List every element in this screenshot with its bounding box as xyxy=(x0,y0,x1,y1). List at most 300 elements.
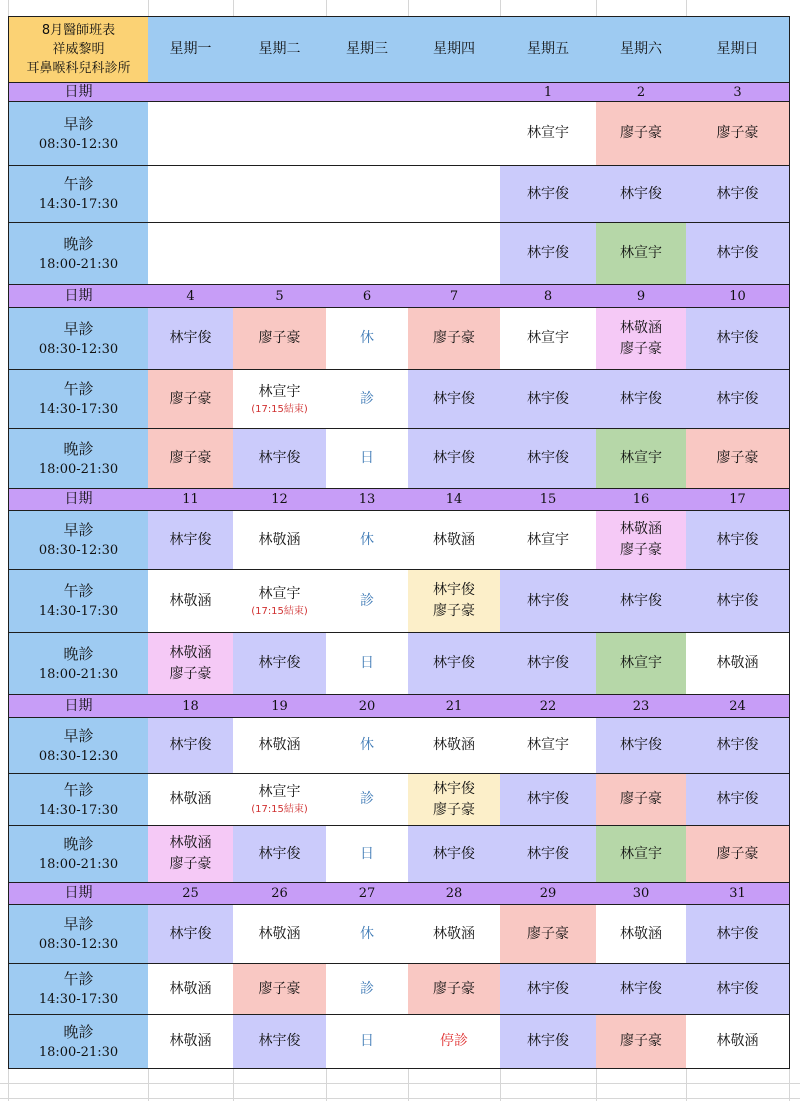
date-number: 22 xyxy=(539,698,557,714)
doctor-name: 林敬涵 xyxy=(620,925,662,942)
grid-line xyxy=(500,1068,501,1101)
shift-label-cell xyxy=(8,633,149,695)
doctor-name: 日 xyxy=(360,1033,374,1049)
schedule-cell xyxy=(596,774,687,826)
schedule-cell xyxy=(686,370,790,429)
doctor-name: 林宇俊 xyxy=(527,791,569,807)
schedule-cell xyxy=(408,1015,501,1069)
date-number: 27 xyxy=(358,886,376,901)
doctor-name: 林宇俊 xyxy=(433,390,475,407)
schedule-cell xyxy=(686,511,790,570)
doctor-name: 廖子豪 xyxy=(620,340,662,357)
shift-time: 08:30-12:30 xyxy=(38,543,119,558)
schedule-cell xyxy=(408,905,501,964)
schedule-cell xyxy=(148,1015,234,1069)
shift-label-cell xyxy=(8,102,149,166)
doctor-name: 林宣宇 xyxy=(527,330,569,346)
date-cell xyxy=(326,883,409,905)
grid-line xyxy=(233,0,234,16)
shift-label-cell xyxy=(8,964,149,1015)
schedule-cell xyxy=(686,570,790,633)
date-number: 24 xyxy=(729,698,746,714)
doctor-name: 林宇俊 xyxy=(716,390,759,407)
schedule-cell xyxy=(596,1015,687,1069)
schedule-cell xyxy=(233,964,327,1015)
doctor-name: 林宇俊 xyxy=(527,592,569,609)
schedule-cell xyxy=(500,964,597,1015)
schedule-cell xyxy=(686,774,790,826)
doctor-name: 林宇俊 xyxy=(527,655,569,671)
schedule-cell xyxy=(686,633,790,695)
schedule-cell xyxy=(596,102,687,166)
doctor-name: 廖子豪 xyxy=(620,542,662,558)
doctor-name: 林宇俊 xyxy=(716,791,759,807)
schedule-cell xyxy=(500,718,597,774)
schedule-cell xyxy=(148,511,234,570)
doctor-name: 林宇俊 xyxy=(716,980,759,997)
schedule-cell xyxy=(233,429,327,489)
schedule-cell xyxy=(326,370,409,429)
schedule-cell xyxy=(326,308,409,370)
schedule-cell xyxy=(408,308,501,370)
date-cell xyxy=(686,83,790,102)
date-cell xyxy=(408,883,501,905)
shift-label-cell xyxy=(8,429,149,489)
date-cell xyxy=(686,489,790,511)
grid-line xyxy=(0,1098,800,1099)
shift-name: 早診 xyxy=(63,915,94,933)
date-number: 31 xyxy=(729,886,746,901)
doctor-name: 林宇俊 xyxy=(527,450,569,466)
shift-label-cell xyxy=(8,718,149,774)
date-number: 29 xyxy=(539,886,557,901)
shift-time: 08:30-12:30 xyxy=(38,341,119,357)
schedule-cell xyxy=(148,370,234,429)
shift-name: 晚診 xyxy=(63,234,94,253)
date-cell xyxy=(596,285,687,308)
schedule-cell xyxy=(326,826,409,883)
date-cell xyxy=(233,285,327,308)
date-number: 3 xyxy=(733,84,742,100)
weekday-header xyxy=(500,16,597,83)
schedule-cell xyxy=(408,429,501,489)
schedule-cell xyxy=(500,223,597,285)
shift-time: 08:30-12:30 xyxy=(38,136,119,152)
shift-name: 午診 xyxy=(63,780,94,799)
grid-line xyxy=(326,1068,327,1101)
schedule-cell xyxy=(596,429,687,489)
doctor-name: 林宣宇 xyxy=(620,245,662,261)
schedule-cell xyxy=(326,1015,409,1069)
doctor-name: 林宇俊 xyxy=(620,390,662,407)
date-cell xyxy=(408,285,501,308)
doctor-name: 林宇俊 xyxy=(258,845,301,862)
date-cell xyxy=(233,83,327,102)
doctor-name: 林宇俊 xyxy=(527,390,569,407)
doctor-name: 林敬涵 xyxy=(620,319,662,336)
shift-name: 早診 xyxy=(63,114,94,133)
schedule-cell xyxy=(408,718,501,774)
weekday-header xyxy=(326,16,409,83)
shift-time: 08:30-12:30 xyxy=(38,937,119,952)
date-label-cell xyxy=(8,883,149,905)
schedule-cell xyxy=(148,102,234,166)
schedule-cell xyxy=(596,511,687,570)
weekday-header xyxy=(233,16,327,83)
date-number: 15 xyxy=(539,492,557,507)
shift-label-cell xyxy=(8,370,149,429)
date-cell xyxy=(148,285,234,308)
schedule-cell xyxy=(148,223,234,285)
doctor-name: 林宣宇 xyxy=(527,737,569,753)
doctor-name: 林宇俊 xyxy=(716,737,759,753)
date-label: 日期 xyxy=(64,885,93,901)
sheet-empty-rows xyxy=(0,1068,800,1101)
date-label: 日期 xyxy=(64,697,93,714)
date-cell xyxy=(500,285,597,308)
date-cell xyxy=(148,695,234,718)
doctor-name: 林敬涵 xyxy=(258,737,301,753)
schedule-cell xyxy=(686,166,790,223)
date-number: 2 xyxy=(636,84,646,100)
doctor-name: 林宇俊 xyxy=(620,737,662,753)
schedule-cell xyxy=(500,1015,597,1069)
date-number: 5 xyxy=(275,288,284,304)
weekday-label: 星期日 xyxy=(716,41,759,57)
doctor-name: 林宇俊 xyxy=(527,845,569,862)
schedule-cell xyxy=(233,774,327,826)
doctor-name: 林宇俊 xyxy=(527,1033,569,1049)
doctor-name: 林敬涵 xyxy=(620,521,662,537)
doctor-name: 林宇俊 xyxy=(169,925,212,942)
shift-name: 晚診 xyxy=(63,644,94,663)
date-cell xyxy=(233,883,327,905)
shift-label-cell xyxy=(8,1015,149,1069)
date-cell xyxy=(148,883,234,905)
date-cell xyxy=(500,695,597,718)
doctor-name: 林敬涵 xyxy=(169,791,212,807)
date-cell xyxy=(408,695,501,718)
schedule-cell xyxy=(686,905,790,964)
grid-line xyxy=(0,1083,800,1084)
schedule-cell xyxy=(326,223,409,285)
schedule-cell xyxy=(500,633,597,695)
schedule-cell xyxy=(233,1015,327,1069)
schedule-cell xyxy=(148,166,234,223)
grid-line xyxy=(686,1068,687,1101)
shift-label-cell xyxy=(8,166,149,223)
doctor-name: 林宇俊 xyxy=(258,450,301,466)
doctor-name: 林宇俊 xyxy=(433,655,475,671)
shift-time: 18:00-21:30 xyxy=(38,1044,119,1060)
doctor-name: 廖子豪 xyxy=(716,450,759,466)
shift-name: 午診 xyxy=(63,380,94,398)
weekday-label: 星期二 xyxy=(258,41,301,57)
shift-label-cell xyxy=(8,223,149,285)
schedule-cell xyxy=(408,774,501,826)
schedule-cell xyxy=(233,102,327,166)
grid-line xyxy=(8,1068,9,1101)
schedule-cell xyxy=(326,964,409,1015)
shift-label-cell xyxy=(8,570,149,633)
shift-label-cell xyxy=(8,905,149,964)
doctor-name: 廖子豪 xyxy=(258,330,301,346)
doctor-name: 林宇俊 xyxy=(433,845,475,862)
date-label: 日期 xyxy=(64,287,93,304)
doctor-name: 廖子豪 xyxy=(169,450,212,466)
date-number: 8 xyxy=(543,288,553,304)
grid-line xyxy=(596,1068,597,1101)
date-cell xyxy=(500,883,597,905)
doctor-name: 林宇俊 xyxy=(258,1033,301,1049)
doctor-name: 林宣宇 xyxy=(527,125,569,141)
doctor-name: 林宣宇 xyxy=(258,784,301,800)
shift-time: 14:30-17:30 xyxy=(38,197,119,212)
schedule-cell xyxy=(233,905,327,964)
grid-line xyxy=(500,0,501,16)
schedule-cell xyxy=(326,102,409,166)
grid-line xyxy=(408,0,409,16)
doctor-name: 診 xyxy=(360,980,374,997)
doctor-name: 休 xyxy=(360,925,374,942)
doctor-name: 林宇俊 xyxy=(716,185,759,202)
grid-line xyxy=(148,0,149,16)
doctor-name: 林敬涵 xyxy=(716,655,759,671)
grid-line xyxy=(8,0,9,16)
schedule-cell xyxy=(686,308,790,370)
date-cell xyxy=(233,489,327,511)
doctor-name: 林敬涵 xyxy=(169,980,212,997)
doctor-name: 休 xyxy=(360,737,374,753)
doctor-name: 林敬涵 xyxy=(169,592,212,609)
weekday-label: 星期一 xyxy=(169,41,212,57)
date-number: 6 xyxy=(362,288,372,304)
schedule-cell xyxy=(596,905,687,964)
schedule-cell xyxy=(408,826,501,883)
shift-time: 18:00-21:30 xyxy=(38,666,119,682)
doctor-name: 廖子豪 xyxy=(433,603,475,619)
shift-name: 晚診 xyxy=(63,1022,94,1041)
doctor-name: 林宣宇 xyxy=(258,585,301,602)
date-number: 30 xyxy=(632,886,650,901)
weekday-label: 星期六 xyxy=(620,41,662,57)
grid-line xyxy=(148,1068,149,1101)
doctor-name: 林宇俊 xyxy=(716,330,759,346)
doctor-name: 診 xyxy=(360,592,374,609)
weekday-label: 星期四 xyxy=(433,41,475,57)
schedule-cell xyxy=(408,102,501,166)
shift-name: 早診 xyxy=(63,319,94,338)
doctor-name: 林宇俊 xyxy=(169,330,212,346)
shift-label-cell xyxy=(8,826,149,883)
schedule-cell xyxy=(500,166,597,223)
date-cell xyxy=(596,883,687,905)
date-number: 11 xyxy=(182,492,199,507)
doctor-name: 廖子豪 xyxy=(620,1033,662,1049)
shift-name: 晚診 xyxy=(63,835,94,853)
date-number: 23 xyxy=(632,698,650,714)
schedule-cell xyxy=(233,166,327,223)
date-cell xyxy=(596,83,687,102)
doctor-name: 廖子豪 xyxy=(169,856,212,872)
schedule-cell xyxy=(408,166,501,223)
doctor-name: 林宇俊 xyxy=(433,582,475,598)
schedule-cell xyxy=(408,964,501,1015)
doctor-name: 林敬涵 xyxy=(433,531,475,548)
doctor-name: 停診 xyxy=(440,1033,468,1049)
schedule-cell xyxy=(148,964,234,1015)
weekday-label: 星期五 xyxy=(527,41,569,57)
date-label-cell xyxy=(8,285,149,308)
doctor-name: 診 xyxy=(360,791,374,807)
date-number: 18 xyxy=(182,698,199,714)
weekday-header xyxy=(596,16,687,83)
grid-line xyxy=(233,1068,234,1101)
schedule-cell xyxy=(233,308,327,370)
doctor-name: 廖子豪 xyxy=(527,925,569,942)
date-cell xyxy=(686,285,790,308)
date-number: 9 xyxy=(636,288,646,304)
date-label: 日期 xyxy=(64,491,93,507)
date-number: 10 xyxy=(729,288,746,304)
title-line: 祥威黎明 xyxy=(52,42,105,57)
shift-time: 18:00-21:30 xyxy=(38,256,119,272)
schedule-cell xyxy=(408,370,501,429)
doctor-name: 廖子豪 xyxy=(169,390,212,407)
shift-time: 18:00-21:30 xyxy=(38,461,119,477)
schedule-cell xyxy=(233,633,327,695)
shift-time: 14:30-17:30 xyxy=(38,992,119,1007)
date-number: 20 xyxy=(358,698,376,714)
date-cell xyxy=(686,883,790,905)
schedule-cell xyxy=(686,429,790,489)
schedule-cell xyxy=(326,774,409,826)
schedule-cell xyxy=(596,633,687,695)
doctor-name: 林宇俊 xyxy=(716,531,759,548)
shift-name: 午診 xyxy=(63,582,94,600)
shift-time: 18:00-21:30 xyxy=(38,857,119,872)
schedule-cell xyxy=(148,633,234,695)
grid-line xyxy=(686,0,687,16)
doctor-name: 廖子豪 xyxy=(433,801,475,818)
schedule-cell xyxy=(596,308,687,370)
doctor-name: 廖子豪 xyxy=(433,980,475,997)
date-label-cell xyxy=(8,489,149,511)
doctor-name: 廖子豪 xyxy=(433,330,475,346)
weekday-header xyxy=(408,16,501,83)
schedule-cell xyxy=(686,826,790,883)
schedule-cell xyxy=(686,102,790,166)
doctor-name: 日 xyxy=(360,450,374,466)
doctor-name: 廖子豪 xyxy=(716,125,759,141)
schedule-cell xyxy=(148,905,234,964)
doctor-name: 林宇俊 xyxy=(716,592,759,609)
shift-label-cell xyxy=(8,511,149,570)
grid-line xyxy=(596,0,597,16)
date-number: 14 xyxy=(445,492,463,507)
schedule-cell xyxy=(148,570,234,633)
schedule-cell xyxy=(408,570,501,633)
weekday-label: 星期三 xyxy=(346,41,388,57)
doctor-name: 林宇俊 xyxy=(433,450,475,466)
title-line: 耳鼻喉科兒科診所 xyxy=(26,61,131,76)
doctor-name: 林宇俊 xyxy=(620,980,662,997)
doctor-name: 林宣宇 xyxy=(620,450,662,466)
date-number: 21 xyxy=(445,698,463,714)
shift-label-cell xyxy=(8,308,149,370)
schedule-cell xyxy=(233,570,327,633)
date-label: 日期 xyxy=(64,83,93,100)
schedule-cell xyxy=(686,223,790,285)
schedule-cell xyxy=(408,511,501,570)
shift-name: 早診 xyxy=(63,521,94,539)
schedule-cell xyxy=(596,570,687,633)
doctor-name: 日 xyxy=(360,655,374,671)
date-cell xyxy=(233,695,327,718)
schedule-cell xyxy=(408,633,501,695)
grid-line xyxy=(408,1068,409,1101)
doctor-name: 林敬涵 xyxy=(433,925,475,942)
schedule-cell xyxy=(326,166,409,223)
title-line: 8月醫師班表 xyxy=(41,23,116,38)
sheet-top-strip xyxy=(0,0,800,16)
weekday-header xyxy=(148,16,234,83)
date-cell xyxy=(596,695,687,718)
end-time-note: (17:15結束) xyxy=(251,403,308,415)
schedule-cell xyxy=(596,964,687,1015)
schedule-cell xyxy=(233,370,327,429)
date-number: 19 xyxy=(271,698,288,714)
schedule-cell xyxy=(408,223,501,285)
date-number: 28 xyxy=(445,886,463,901)
date-number: 4 xyxy=(186,288,195,304)
schedule-cell xyxy=(686,718,790,774)
date-cell xyxy=(326,83,409,102)
title-cell xyxy=(8,16,149,83)
date-cell xyxy=(326,695,409,718)
date-number: 13 xyxy=(358,492,376,507)
date-number: 17 xyxy=(729,492,746,507)
schedule-cell xyxy=(233,511,327,570)
date-cell xyxy=(408,489,501,511)
date-cell xyxy=(500,83,597,102)
doctor-name: 林宣宇 xyxy=(527,531,569,548)
doctor-name: 廖子豪 xyxy=(620,125,662,141)
schedule-cell xyxy=(326,429,409,489)
doctor-name: 日 xyxy=(360,845,374,862)
schedule-cell xyxy=(500,905,597,964)
doctor-name: 林敬涵 xyxy=(169,644,212,661)
doctor-name: 林宇俊 xyxy=(716,245,759,261)
doctor-name: 林宇俊 xyxy=(620,185,662,202)
doctor-name: 廖子豪 xyxy=(258,980,301,997)
schedule-cell xyxy=(596,166,687,223)
doctor-name: 廖子豪 xyxy=(169,665,212,682)
schedule-cell xyxy=(326,905,409,964)
schedule-cell xyxy=(326,633,409,695)
doctor-name: 林宇俊 xyxy=(169,531,212,548)
doctor-name: 林宇俊 xyxy=(258,655,301,671)
schedule-cell xyxy=(500,308,597,370)
schedule-cell xyxy=(500,570,597,633)
date-number: 16 xyxy=(632,492,650,507)
doctor-name: 林敬涵 xyxy=(169,835,212,851)
schedule-cell xyxy=(596,370,687,429)
date-label-cell xyxy=(8,695,149,718)
shift-time: 08:30-12:30 xyxy=(38,748,119,764)
doctor-name: 林宣宇 xyxy=(620,845,662,862)
end-time-note: (17:15結束) xyxy=(251,804,308,815)
